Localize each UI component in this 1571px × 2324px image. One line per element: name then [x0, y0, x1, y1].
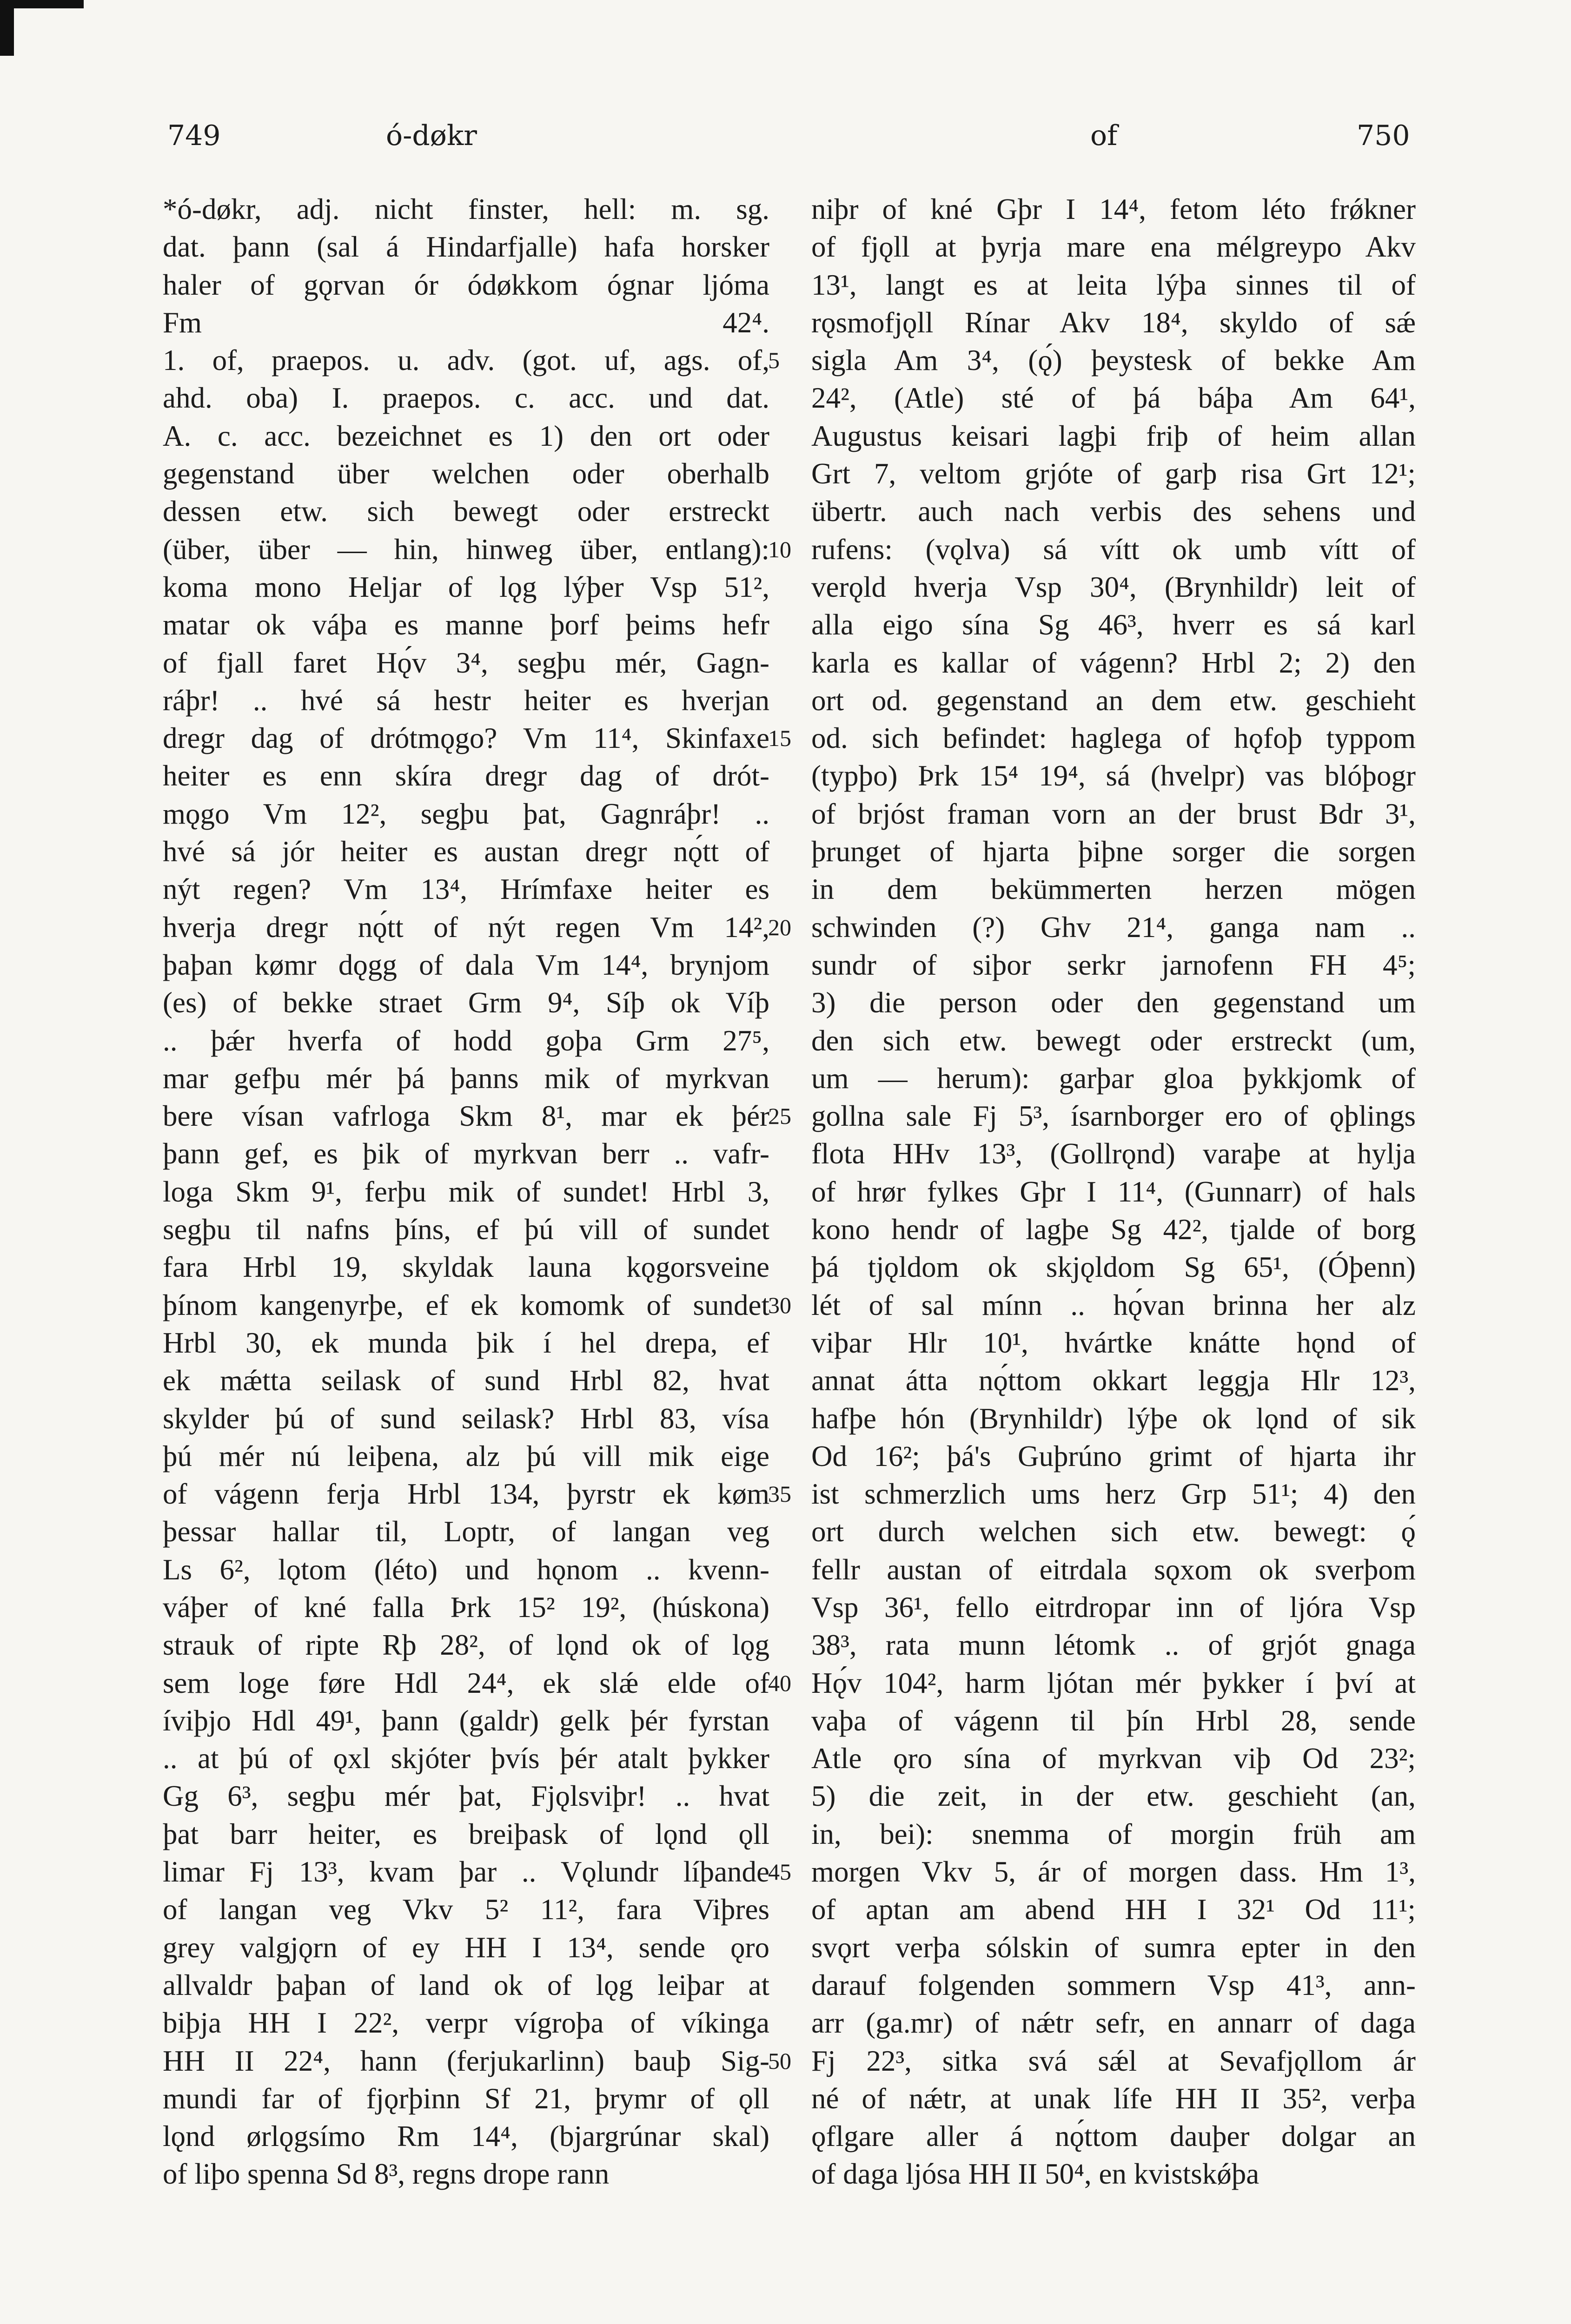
text-line: dat. þann (sal á Hindarfjalle) hafa horsker — [163, 231, 769, 264]
text-line: nýt regen? Vm 13⁴, Hrímfaxe heiter es — [163, 873, 769, 906]
text-line: strauk of ripte Rþ 28², of lǫnd ok of lǫg — [163, 1629, 769, 1662]
scan-edge-mark — [0, 0, 33, 56]
text-line: þat barr heiter, es breiþask of lǫnd ǫll — [163, 1817, 769, 1850]
text-line: matar ok váþa es manne þorf þeims hefr — [163, 608, 769, 641]
text-line: þínom kangenyrþe, ef ek komomk of sundet — [163, 1288, 769, 1321]
text-line: loga Skm 9¹, ferþu mik of sundet! Hrbl 3, — [163, 1175, 769, 1208]
text-line: flota HHv 13³, (Gollrǫnd) varaþe at hylja — [811, 1137, 1416, 1170]
text-line: Ls 6², lǫtom (léto) und hǫnom .. kvenn- — [163, 1553, 769, 1586]
text-line: Vsp 36¹, fello eitrdropar inn of ljóra Vsp — [811, 1591, 1416, 1624]
text-line: (über, über — hin, hinweg über, entlang): — [163, 533, 769, 566]
right-running-head: of — [1090, 119, 1118, 152]
text-line: 13¹, langt es at leita lýþa sinnes til of — [811, 268, 1416, 301]
text-line: 5) die zeit, in der etw. geschieht (an, — [811, 1780, 1416, 1813]
text-line: sem loge føre Hdl 24⁴, ek slǽ elde of — [163, 1666, 769, 1699]
text-line: in, bei): snemma of morgin früh am — [811, 1817, 1416, 1850]
text-line: sundr of siþor serkr jarnofenn FH 4⁵; — [811, 948, 1416, 981]
text-line: dregr dag of drótmǫgo? Vm 11⁴, Skinfaxe — [163, 722, 769, 755]
text-line: HH II 22⁴, hann (ferjukarlinn) bauþ Sig- — [163, 2044, 769, 2077]
text-line: svǫrt verþa sólskin of sumra epter in den — [811, 1931, 1416, 1964]
text-line: übertr. auch nach verbis des sehens und — [811, 495, 1416, 528]
text-line: þaþan kømr dǫgg of dala Vm 14⁴, brynjom — [163, 948, 769, 981]
text-line: fellr austan of eitrdala sǫxom ok sverþom — [811, 1553, 1416, 1586]
left-running-head: ó-døkr — [386, 119, 477, 152]
text-line: ahd. oba) I. praepos. c. acc. und dat. — [163, 382, 769, 415]
text-line: íviþjo Hdl 49¹, þann (galdr) gelk þér fyrstan — [163, 1704, 769, 1737]
text-line: ǫflgare aller á nǫ́ttom dauþer dolgar an — [811, 2120, 1416, 2153]
text-line: od. sich befindet: haglega of hǫfoþ typpom — [811, 722, 1416, 755]
text-line: ort durch welchen sich etw. bewegt: ǫ́ — [811, 1515, 1416, 1548]
text-line: of fjǫll at þyrja mare ena mélgreypo Akv — [811, 231, 1416, 264]
text-line: alla eigo sína Sg 46³, hverr es sá karl — [811, 608, 1416, 641]
text-line: .. þǽr hverfa of hodd goþa Grm 27⁵, — [163, 1024, 769, 1057]
text-line: ort od. gegenstand an dem etw. geschieht — [811, 684, 1416, 717]
text-line: mundi far of fjǫrþinn Sf 21, þrymr of ǫll — [163, 2082, 769, 2115]
text-line: allvaldr þaþan of land ok of lǫg leiþar at — [163, 1968, 769, 2001]
text-line: grey valgjǫrn of ey HH I 13⁴, sende ǫro — [163, 1931, 769, 1964]
left-column — [163, 191, 769, 2193]
text-line: gollna sale Fj 5³, ísarnborger ero of ǫþlings — [811, 1100, 1416, 1133]
text-line: Gg 6³, segþu mér þat, Fjǫlsviþr! .. hvat — [163, 1780, 769, 1813]
right-page-number: 750 — [1357, 119, 1410, 152]
scan-edge-bar — [0, 0, 84, 8]
text-line: gegenstand über welchen oder oberhalb — [163, 457, 769, 490]
text-line: (typþo) Þrk 15⁴ 19⁴, sá (hvelpr) vas blóþogr — [811, 759, 1416, 792]
text-line: *ó-døkr, adj. nicht finster, hell: m. sg. — [163, 193, 769, 225]
line-number: 15 — [768, 725, 791, 752]
text-line: Fj 22³, sitka svá sǽl at Sevafjǫllom ár — [811, 2044, 1416, 2077]
text-line: in dem bekümmerten herzen mögen — [811, 873, 1416, 906]
text-line: þá tjǫldom ok skjǫldom Sg 65¹, (Óþenn) — [811, 1251, 1416, 1284]
text-line: of hrør fylkes Gþr I 11⁴, (Gunnarr) of hals — [811, 1175, 1416, 1208]
text-line: váþer of kné falla Þrk 15² 19², (húskona) — [163, 1591, 769, 1624]
text-line: den sich etw. bewegt oder erstreckt (um, — [811, 1024, 1416, 1057]
text-line: lǫnd ørlǫgsímo Rm 14⁴, (bjargrúnar skal) — [163, 2120, 769, 2153]
text-line: mar gefþu mér þá þanns mik of myrkvan — [163, 1062, 769, 1095]
text-line: .. at þú of ǫxl skjóter þvís þér atalt þykker — [163, 1742, 769, 1775]
text-line: þessar hallar til, Loptr, of langan veg — [163, 1515, 769, 1548]
text-line: of brjóst framan vorn an der brust Bdr 3¹, — [811, 797, 1416, 830]
text-line: bere vísan vafrloga Skm 8¹, mar ek þér — [163, 1100, 769, 1133]
text-line: haler of gǫrvan ór ódøkkom ógnar ljóma — [163, 268, 769, 301]
left-page-number: 749 — [167, 119, 221, 152]
text-line: Atle ǫro sína of myrkvan viþ Od 23²; — [811, 1742, 1416, 1775]
text-line: of liþo spenna Sd 8³, regns drope rann — [163, 2158, 610, 2191]
text-line: A. c. acc. bezeichnet es 1) den ort oder — [163, 419, 769, 452]
text-line: hvé sá jór heiter es austan dregr nǫ́tt of — [163, 835, 769, 868]
text-line: Hrbl 30, ek munda þik í hel drepa, ef — [163, 1326, 769, 1359]
text-line: of vágenn ferja Hrbl 134, þyrstr ek køm — [163, 1478, 769, 1511]
text-line: verǫld hverja Vsp 30⁴, (Brynhildr) leit of — [811, 570, 1416, 603]
text-line: of langan veg Vkv 5² 11², fara Viþres — [163, 1893, 769, 1926]
text-line: viþar Hlr 10¹, hvártke knátte hǫnd of — [811, 1326, 1416, 1359]
text-line: of fjall faret Hǫ́v 3⁴, segþu mér, Gagn- — [163, 646, 769, 679]
text-line: né of nǽtr, at unak lífe HH II 35², verþa — [811, 2082, 1416, 2115]
text-line: limar Fj 13³, kvam þar .. Vǫlundr líþande — [163, 1855, 769, 1888]
line-number: 35 — [768, 1481, 791, 1507]
text-line: heiter es enn skíra dregr dag of drót- — [163, 759, 769, 792]
text-line: 38³, rata munn létomk .. of grjót gnaga — [811, 1629, 1416, 1662]
line-number: 45 — [768, 1859, 791, 1885]
text-line: Fm 42⁴. — [163, 306, 769, 339]
text-line: kono hendr of lagþe Sg 42², tjalde of borg — [811, 1213, 1416, 1246]
line-number: 40 — [768, 1670, 791, 1696]
text-line: rǫsmofjǫll Rínar Akv 18⁴, skyldo of sǽ — [811, 306, 1416, 339]
text-line: mǫgo Vm 12², segþu þat, Gagnráþr! .. — [163, 797, 769, 830]
text-line: (es) of bekke straet Grm 9⁴, Síþ ok Víþ — [163, 986, 769, 1019]
line-number: 30 — [768, 1292, 791, 1318]
text-line: þrunget of hjarta þiþne sorger die sorgen — [811, 835, 1416, 868]
text-line: hafþe hón (Brynhildr) lýþe ok lǫnd of sik — [811, 1402, 1416, 1435]
text-line: vaþa of vágenn til þín Hrbl 28, sende — [811, 1704, 1416, 1737]
text-line: of daga ljósa HH II 50⁴, en kvistskǿþa — [811, 2158, 1259, 2191]
text-line: ist schmerzlich ums herz Grp 51¹; 4) den — [811, 1478, 1416, 1511]
right-column — [811, 191, 1416, 2193]
line-number: 10 — [768, 536, 791, 562]
text-line: segþu til nafns þíns, ef þú vill of sundet — [163, 1213, 769, 1246]
text-line: annat átta nǫ́ttom okkart leggja Hlr 12³, — [811, 1364, 1416, 1397]
text-line: ráþr! .. hvé sá hestr heiter es hverjan — [163, 684, 769, 717]
text-line: rufens: (vǫlva) sá vítt ok umb vítt of — [811, 533, 1416, 566]
text-line: niþr of kné Gþr I 14⁴, fetom léto frǿkner — [811, 193, 1416, 225]
text-line: koma mono Heljar of lǫg lýþer Vsp 51², — [163, 570, 769, 603]
text-line: ek mǽtta seilask of sund Hrbl 82, hvat — [163, 1364, 769, 1397]
text-line: skylder þú of sund seilask? Hrbl 83, vísa — [163, 1402, 769, 1435]
line-number: 50 — [768, 2047, 791, 2074]
text-line: lét of sal mínn .. hǫ́van brinna her alz — [811, 1288, 1416, 1321]
line-number: 25 — [768, 1103, 791, 1129]
text-line: Augustus keisari lagþi friþ of heim allan — [811, 419, 1416, 452]
text-line: hverja dregr nǫ́tt of nýt regen Vm 14², — [163, 911, 769, 944]
text-line: 1. of, praepos. u. adv. (got. uf, ags. of, — [163, 344, 769, 377]
line-number: 5 — [768, 347, 780, 374]
text-line: dessen etw. sich bewegt oder erstreckt — [163, 495, 769, 528]
text-line: arr (ga.mr) of nǽtr sefr, en annarr of daga — [811, 2007, 1416, 2040]
text-line: um — herum): garþar gloa þykkjomk of — [811, 1062, 1416, 1095]
text-line: 24², (Atle) sté of þá báþa Am 64¹, — [811, 382, 1416, 415]
text-line: Od 16²; þá's Guþrúno grimt of hjarta ihr — [811, 1439, 1416, 1472]
text-line: Hǫ́v 104², harm ljótan mér þykker í því at — [811, 1666, 1416, 1699]
text-line: 3) die person oder den gegenstand um — [811, 986, 1416, 1019]
line-number: 20 — [768, 914, 791, 940]
text-line: biþja HH I 22², verpr vígroþa of víkinga — [163, 2007, 769, 2040]
text-line: schwinden (?) Ghv 21⁴, ganga nam .. — [811, 911, 1416, 944]
text-line: þann gef, es þik of myrkvan berr .. vafr- — [163, 1137, 769, 1170]
text-line: morgen Vkv 5, ár of morgen dass. Hm 1³, — [811, 1855, 1416, 1888]
text-line: fara Hrbl 19, skyldak launa kǫgorsveine — [163, 1251, 769, 1284]
text-line: sigla Am 3⁴, (ǫ́) þeystesk of bekke Am — [811, 344, 1416, 377]
text-line: darauf folgenden sommern Vsp 41³, ann- — [811, 1968, 1416, 2001]
text-line: Grt 7, veltom grjóte of garþ risa Grt 12¹; — [811, 457, 1416, 490]
text-line: karla es kallar of vágenn? Hrbl 2; 2) den — [811, 646, 1416, 679]
text-line: of aptan am abend HH I 32¹ Od 11¹; — [811, 1893, 1416, 1926]
text-line: þú mér nú leiþena, alz þú vill mik eige — [163, 1439, 769, 1472]
